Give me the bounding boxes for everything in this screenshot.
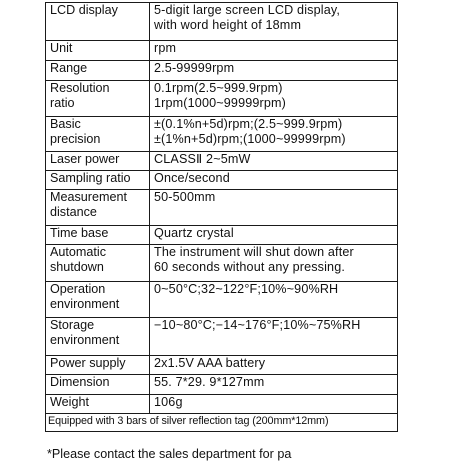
- spec-label: [46, 190, 150, 226]
- spec-label: [46, 395, 150, 414]
- spec-label-text: Time base: [50, 226, 109, 240]
- spec-value: [150, 152, 398, 171]
- spec-row-measurement-distance: [46, 190, 398, 226]
- spec-value-line: ±(0.1%n+5d)rpm;(2.5~999.9rpm): [154, 117, 343, 131]
- spec-value: [150, 81, 398, 117]
- spec-value-line: rpm: [154, 41, 177, 55]
- spec-row-time-base: [46, 226, 398, 245]
- spec-label-text: shutdown: [50, 260, 104, 274]
- spec-value-line: 0~50°C;32~122°F;10%~90%RH: [154, 282, 339, 296]
- spec-value-line: 0.1rpm(2.5~999.9rpm): [154, 81, 283, 95]
- spec-value: [150, 395, 398, 414]
- spec-label-text: ratio: [50, 96, 75, 110]
- spec-label: [46, 61, 150, 81]
- spec-value-line: −10~80°C;−14~176°F;10%~75%RH: [154, 318, 361, 332]
- spec-value-line: 106g: [154, 395, 183, 409]
- accessory-note: Equipped with 3 bars of silver reflection tag (200mm*12mm): [46, 414, 398, 432]
- spec-label: [46, 171, 150, 190]
- spec-value-line: Once/second: [154, 171, 230, 185]
- spec-row-automatic-shutdown: [46, 245, 398, 282]
- spec-label-text: distance: [50, 205, 97, 219]
- spec-value-line: 2x1.5V AAA battery: [154, 356, 266, 370]
- spec-label-text: Sampling ratio: [50, 171, 131, 185]
- spec-label-text: Weight: [50, 395, 89, 409]
- spec-value-line: 2.5-99999rpm: [154, 61, 235, 75]
- spec-label-text: environment: [50, 297, 120, 311]
- spec-label: [46, 117, 150, 152]
- spec-label: [46, 41, 150, 61]
- spec-label: [46, 152, 150, 171]
- spec-value-line: with word height of 18mm: [154, 18, 302, 32]
- spec-value: [150, 245, 398, 282]
- spec-value: [150, 171, 398, 190]
- spec-row-operation-environment: [46, 282, 398, 318]
- spec-row-storage-environment: [46, 318, 398, 356]
- spec-label-text: Range: [50, 61, 88, 75]
- spec-label-text: LCD display: [50, 3, 118, 17]
- spec-label: [46, 318, 150, 356]
- spec-row-lcd-display: [46, 3, 398, 41]
- spec-value-line: The instrument will shut down after: [154, 245, 354, 259]
- spec-label-text: Laser power: [50, 152, 120, 166]
- spec-value: [150, 375, 398, 395]
- spec-label-text: Dimension: [50, 375, 110, 389]
- spec-row-sampling-ratio: [46, 171, 398, 190]
- spec-row-dimension: [46, 375, 398, 395]
- spec-value: [150, 356, 398, 375]
- cut-off-notice: *Please contact the sales department for pa: [47, 447, 292, 461]
- spec-value: [150, 282, 398, 318]
- spec-label-text: Automatic: [50, 245, 106, 259]
- spec-label-text: Basic: [50, 117, 81, 131]
- spec-value-line: 5-digit large screen LCD display,: [154, 3, 341, 17]
- spec-label: [46, 226, 150, 245]
- spec-label-text: precision: [50, 132, 101, 146]
- spec-label: [46, 282, 150, 318]
- spec-label-text: Measurement: [50, 190, 127, 204]
- spec-value-line: ±(1%n+5d)rpm;(1000~99999rpm): [154, 132, 346, 146]
- spec-label-text: environment: [50, 333, 120, 347]
- spec-row-resolution-ratio: [46, 81, 398, 117]
- spec-value: [150, 117, 398, 152]
- spec-row-range: [46, 61, 398, 81]
- spec-row-basic-precision: [46, 117, 398, 152]
- spec-value-line: 60 seconds without any pressing.: [154, 260, 346, 274]
- spec-value-line: 50-500mm: [154, 190, 216, 204]
- spec-value-line: CLASSⅡ 2~5mW: [154, 152, 251, 166]
- spec-label: [46, 356, 150, 375]
- spec-label: [46, 245, 150, 282]
- spec-label-text: Storage: [50, 318, 95, 332]
- specification-table: [45, 2, 398, 432]
- spec-value-line: Quartz crystal: [154, 226, 234, 240]
- spec-label: [46, 81, 150, 117]
- spec-value: [150, 3, 398, 41]
- spec-value: [150, 41, 398, 61]
- spec-row-weight: [46, 395, 398, 414]
- spec-label-text: Operation: [50, 282, 106, 296]
- spec-row-laser-power: [46, 152, 398, 171]
- spec-label: [46, 375, 150, 395]
- spec-value: [150, 61, 398, 81]
- spec-label-text: Resolution: [50, 81, 110, 95]
- spec-value: [150, 318, 398, 356]
- spec-label-text: Power supply: [50, 356, 126, 370]
- spec-label-text: Unit: [50, 41, 73, 55]
- spec-value: [150, 226, 398, 245]
- spec-value-line: 1rpm(1000~99999rpm): [154, 96, 287, 110]
- spec-label: [46, 3, 150, 41]
- spec-row-power-supply: [46, 356, 398, 375]
- accessory-note-row: [46, 414, 398, 432]
- spec-row-unit: [46, 41, 398, 61]
- spec-value-line: 55. 7*29. 9*127mm: [154, 375, 265, 389]
- spec-value: [150, 190, 398, 226]
